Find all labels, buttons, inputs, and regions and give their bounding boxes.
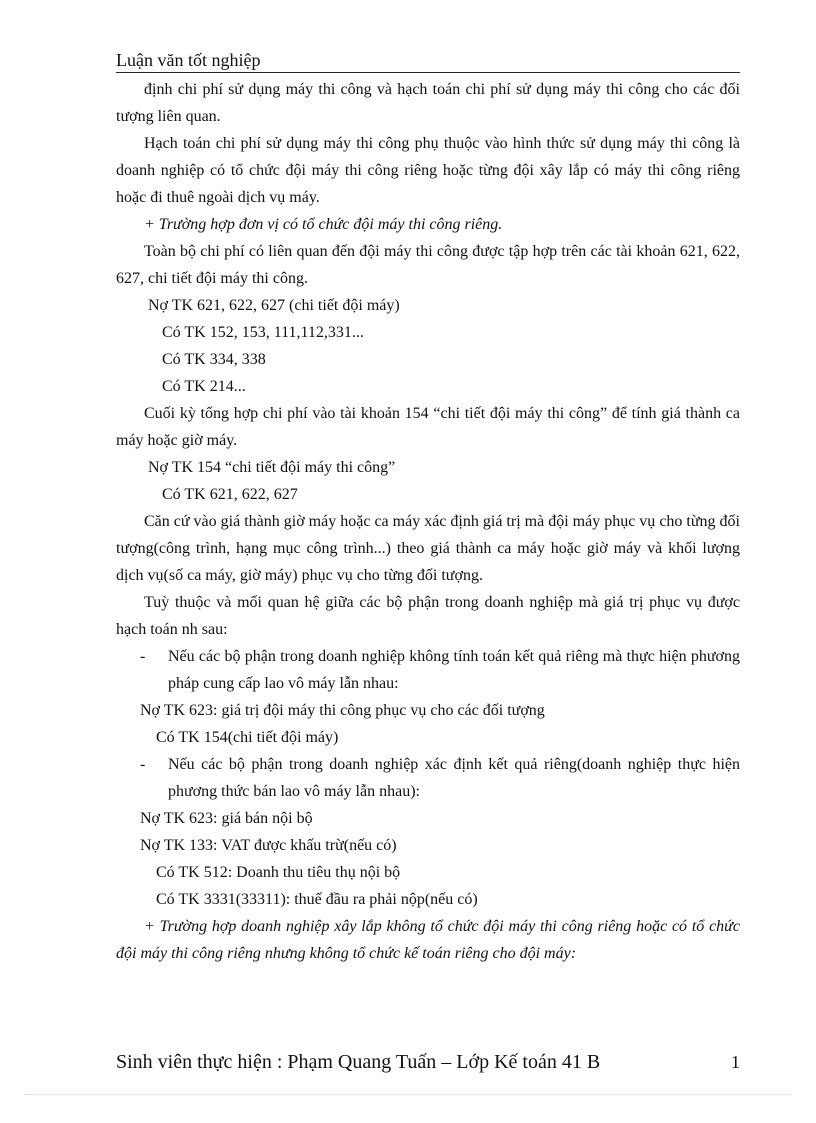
paragraph: Cuối kỳ tổng hợp chi phí vào tài khoản 154 “chi tiết đội máy thi công” để tính giá thành ca máy hoặc giờ máy. <box>116 405 740 449</box>
paragraph: định chi phí sử dụng máy thi công và hạch toán chi phí sử dụng máy thi công cho các đối tượng liên quan. <box>116 81 740 125</box>
credit-entry: Có TK 621, 622, 627 <box>162 486 298 503</box>
paragraph: Toàn bộ chi phí có liên quan đến đội máy thi công được tập hợp trên các tài khoản 621, 622, 627, chi tiết đội máy thi công. <box>116 243 740 287</box>
credit-entry: Có TK 512: Doanh thu tiêu thụ nội bộ <box>156 864 401 881</box>
debit-entry: Nợ TK 623: giá bán nội bộ <box>140 810 313 827</box>
debit-entry: Nợ TK 623: giá trị đội máy thi công phục vụ cho các đối tượng <box>140 702 545 719</box>
page-footer <box>116 1048 740 1076</box>
page-number: 1 <box>731 1052 740 1072</box>
document-body <box>116 76 740 967</box>
bullet-dash: - <box>140 648 146 665</box>
bullet-item <box>116 751 740 805</box>
case-heading: + Trường hợp đơn vị có tổ chức đội máy thi công riêng. <box>144 216 503 233</box>
credit-entry: Có TK 214... <box>162 378 246 395</box>
footer-author: Sinh viên thực hiện : Phạm Quang Tuấn – Lớp Kế toán 41 B <box>116 1051 601 1073</box>
credit-entry: Có TK 3331(33311): thuế đầu ra phải nộp(nếu có) <box>156 891 478 908</box>
paragraph: Tuỳ thuộc và mối quan hệ giữa các bộ phận trong doanh nghiệp mà giá trị phục vụ được hạch toán nh sau: <box>116 594 740 638</box>
bullet-dash: - <box>140 756 146 773</box>
paragraph: Căn cứ vào giá thành giờ máy hoặc ca máy xác định giá trị mà đội máy phục vụ cho từng đối tượng(công trình, hạng mục công trình...) theo giá thành ca máy hoặc giờ máy và khối lượng dịch vụ(số ca máy, giờ máy) phục vụ cho từng đối tượng. <box>116 513 740 584</box>
bullet-text: Nếu các bộ phận trong doanh nghiệp không tính toán kết quả riêng mà thực hiện phương pháp cung cấp lao vô máy lẫn nhau: <box>168 648 740 692</box>
page-header-title: Luận văn tốt nghiệp <box>116 50 261 70</box>
credit-entry: Có TK 154(chi tiết đội máy) <box>156 729 339 746</box>
credit-entry: Có TK 334, 338 <box>162 351 266 368</box>
bullet-item <box>116 643 740 697</box>
debit-entry: Nợ TK 154 “chi tiết đội máy thi công” <box>148 459 396 476</box>
debit-entry: Nợ TK 621, 622, 627 (chi tiết đội máy) <box>148 297 400 314</box>
header-divider <box>116 72 740 73</box>
case-heading: + Trường hợp doanh nghiệp xây lắp không tổ chức đội máy thi công riêng hoặc có tổ chức đội máy thi công riêng nhưng không tổ chức kế toán riêng cho đội máy: <box>116 918 740 962</box>
credit-entry: Có TK 152, 153, 111,112,331... <box>162 324 364 341</box>
page-bottom-divider <box>24 1094 792 1095</box>
bullet-text: Nếu các bộ phận trong doanh nghiệp xác định kết quả riêng(doanh nghiệp thực hiện phương thức bán lao vô máy lẫn nhau): <box>168 756 740 800</box>
paragraph: Hạch toán chi phí sử dụng máy thi công phụ thuộc vào hình thức sử dụng máy thi công là doanh nghiệp có tổ chức đội máy thi công riêng hoặc từng đội xây lắp có máy thi công riêng hoặc đi thuê ngoài dịch vụ máy. <box>116 135 740 206</box>
debit-entry: Nợ TK 133: VAT được khấu trừ(nếu có) <box>140 837 397 854</box>
